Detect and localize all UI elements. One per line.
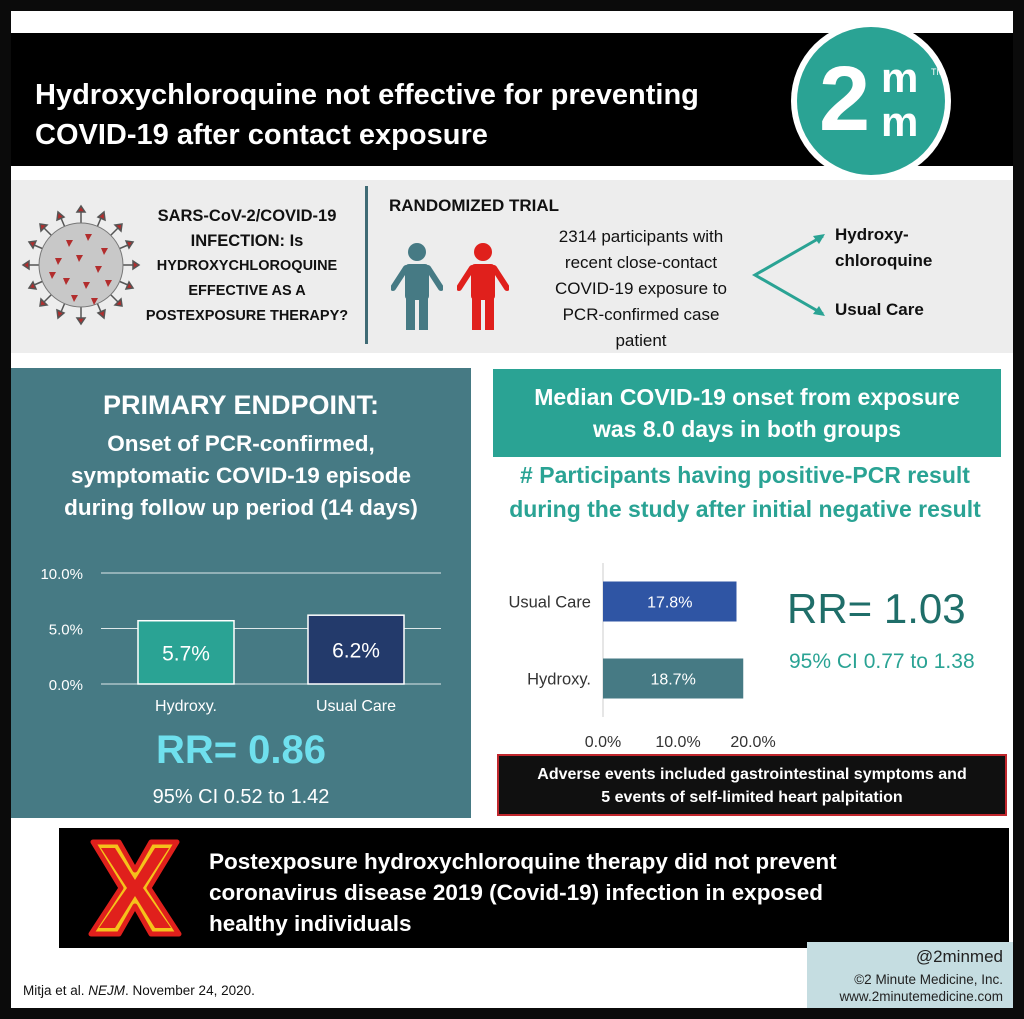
pcr-title-line: # Participants having positive-PCR result bbox=[520, 462, 970, 488]
title-line-2: COVID-19 after contact exposure bbox=[35, 119, 488, 151]
median-line: was 8.0 days in both groups bbox=[592, 416, 901, 442]
median-onset-text bbox=[493, 381, 1001, 445]
participants-line: patient bbox=[615, 331, 667, 350]
pcr-confidence-interval: 95% CI 0.77 to 1.38 bbox=[789, 650, 975, 673]
median-onset-banner bbox=[493, 369, 1001, 457]
description-line: symptomatic COVID-19 episode bbox=[70, 463, 412, 488]
arm-usual-care: Usual Care bbox=[835, 300, 924, 319]
infographic bbox=[11, 11, 1013, 1008]
primary-endpoint-panel bbox=[11, 368, 471, 818]
citation-authors: Mitja et al. bbox=[23, 983, 89, 998]
adverse-events-box bbox=[497, 754, 1007, 816]
y-tick-label: 10.0% bbox=[40, 566, 83, 583]
question-line: POSTEXPOSURE THERAPY? bbox=[145, 308, 349, 324]
pcr-title-line: during the study after initial negative result bbox=[509, 496, 981, 522]
logo-letter-bottom: m bbox=[881, 98, 919, 145]
conclusion-line: healthy individuals bbox=[209, 911, 412, 936]
person-icon-teal bbox=[391, 242, 443, 332]
description-line: during follow up period (14 days) bbox=[64, 495, 418, 520]
y-category-label: Usual Care bbox=[508, 593, 591, 612]
primary-relative-risk: RR= 0.86 bbox=[155, 728, 327, 772]
page-title bbox=[35, 75, 755, 155]
logo-trademark: TM bbox=[931, 67, 944, 77]
x-cross-icon bbox=[85, 836, 185, 940]
conclusion-text bbox=[209, 846, 979, 939]
title-line-1: Hydroxychloroquine not effective for preventing bbox=[35, 79, 699, 111]
x-category-label: Usual Care bbox=[315, 698, 397, 715]
x-tick-label: 20.0% bbox=[730, 734, 776, 751]
arm-line: Hydroxy- bbox=[835, 225, 909, 244]
primary-confidence-interval: 95% CI 0.52 to 1.42 bbox=[152, 786, 330, 808]
question-line: SARS-CoV-2/COVID-19 bbox=[157, 207, 337, 225]
question-line: INFECTION: Is bbox=[190, 232, 304, 250]
logo-digit: 2 bbox=[819, 48, 871, 150]
participants-line: COVID-19 exposure to bbox=[555, 279, 727, 298]
conclusion-banner bbox=[59, 828, 1009, 948]
adverse-events-text bbox=[499, 763, 1005, 809]
question-line: HYDROXYCHLOROQUINE bbox=[156, 258, 338, 274]
footer-credits bbox=[807, 942, 1013, 1008]
x-category-label: Hydroxy. bbox=[155, 698, 217, 715]
adverse-line: Adverse events included gastrointestinal symptoms and bbox=[537, 766, 967, 783]
citation-date: . November 24, 2020. bbox=[125, 983, 255, 998]
participants-line: 2314 participants with bbox=[558, 227, 724, 246]
trial-title: RANDOMIZED TRIAL bbox=[389, 196, 559, 215]
virus-icon bbox=[21, 200, 141, 330]
pcr-bar-chart bbox=[485, 551, 785, 751]
question-line: EFFECTIVE AS A bbox=[188, 283, 306, 299]
bar-value-label: 6.2% bbox=[332, 639, 380, 663]
bar-value-label: 18.7% bbox=[650, 671, 696, 689]
y-tick-label: 5.0% bbox=[48, 621, 83, 639]
y-tick-label: 0.0% bbox=[48, 677, 83, 694]
x-tick-label: 10.0% bbox=[655, 734, 701, 751]
logo-letter-top: m bbox=[881, 54, 919, 101]
participants-line: recent close-contact bbox=[564, 253, 718, 272]
copyright: ©2 Minute Medicine, Inc. bbox=[854, 972, 1003, 987]
pcr-relative-risk: RR= 1.03 bbox=[787, 585, 966, 632]
participants-description bbox=[525, 224, 757, 354]
conclusion-line: coronavirus disease 2019 (Covid-19) infection in exposed bbox=[209, 880, 823, 905]
citation bbox=[23, 983, 255, 998]
trial-info-band bbox=[11, 180, 1013, 353]
citation-journal: NEJM bbox=[88, 983, 126, 998]
adverse-line: 5 events of self-limited heart palpitation bbox=[601, 789, 903, 806]
description-line: Onset of PCR-confirmed, bbox=[107, 431, 375, 456]
primary-endpoint-title: PRIMARY ENDPOINT: bbox=[102, 390, 380, 420]
social-handle[interactable]: @2minmed bbox=[915, 947, 1003, 966]
pcr-chart-title bbox=[485, 458, 1005, 526]
primary-endpoint-description bbox=[31, 428, 451, 524]
randomization-arrows-icon bbox=[751, 230, 831, 320]
bar-value-label: 5.7% bbox=[162, 642, 210, 666]
arm-line: chloroquine bbox=[835, 251, 933, 270]
y-category-label: Hydroxy. bbox=[527, 670, 591, 689]
bar-value-label: 17.8% bbox=[647, 594, 693, 612]
research-question bbox=[145, 204, 349, 329]
brand-logo bbox=[791, 21, 951, 181]
x-tick-label: 0.0% bbox=[584, 734, 622, 751]
band-divider bbox=[365, 186, 368, 344]
virus-body bbox=[39, 223, 123, 307]
participants-line: PCR-confirmed case bbox=[562, 305, 720, 324]
arm-hydroxychloroquine bbox=[835, 222, 932, 274]
median-line: Median COVID-19 onset from exposure bbox=[534, 384, 960, 410]
conclusion-line: Postexposure hydroxychloroquine therapy did not prevent bbox=[209, 849, 837, 874]
person-icon-red bbox=[457, 242, 509, 332]
website-link[interactable]: www.2minutemedicine.com bbox=[839, 989, 1003, 1004]
logo-circle bbox=[797, 27, 945, 175]
primary-endpoint-bar-chart bbox=[11, 548, 471, 723]
